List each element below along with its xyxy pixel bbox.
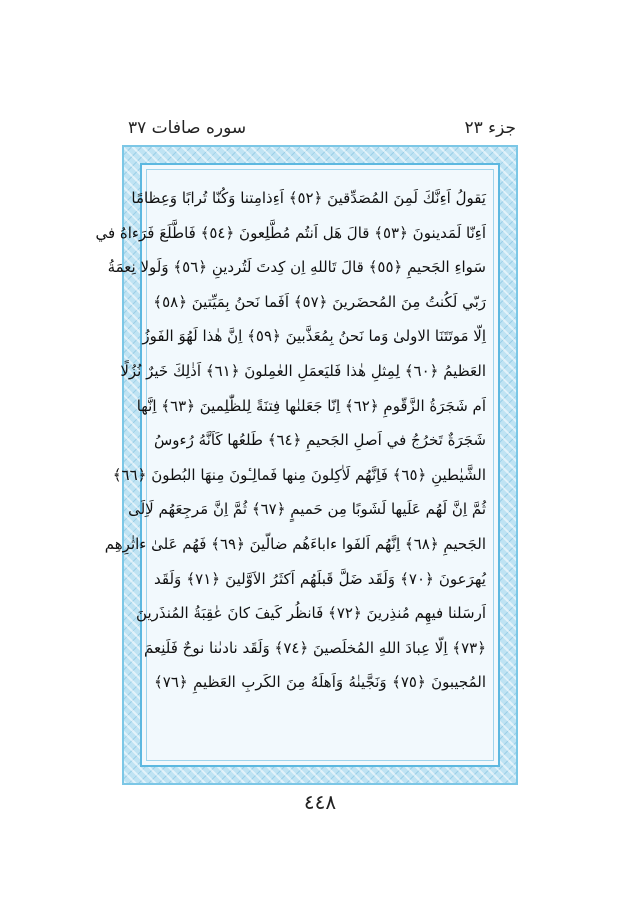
verse-line: اَم شَجَرَةُ الزَّقّومِ ﴿٦٢﴾ اِنّا جَعَلنٰها فِتنَةً لِلظّٰلِمينَ ﴿٦٣﴾ اِنَّها <box>136 396 486 415</box>
verse-line: يُهرَعونَ ﴿٧٠﴾ وَلَقَد ضَلَّ قَبلَهُم اَكثَرُ الاَوَّلينَ ﴿٧١﴾ وَلَقَد <box>154 569 486 588</box>
verse-line: سَواءِ الجَحيمِ ﴿٥٥﴾ قالَ تَاللهِ اِن كِدتَ لَتُردينِ ﴿٥٦﴾ وَلَولا نِعمَةُ <box>107 258 486 277</box>
verse-line: رَبّي لَكُنتُ مِنَ المُحضَرينَ ﴿٥٧﴾ اَفَما نَحنُ بِمَيِّتينَ ﴿٥٨﴾ <box>153 292 486 311</box>
surah-label: سوره صافات ٣٧ <box>128 118 247 138</box>
verse-line: العَظيمُ ﴿٦٠﴾ لِمِثلِ هٰذا فَليَعمَلِ العٰمِلونَ ﴿٦١﴾ اَذٰلِكَ خَيرٌ نُزُلًا <box>120 361 486 380</box>
verse-line: يَقولُ اَءِنَّكَ لَمِنَ المُصَدِّقينَ ﴿٥٢﴾ اَءِذامِتنا وَكُنّا تُرابًا وَعِظامًا <box>131 189 486 207</box>
verse-line: اَءِنّا لَمَدينونَ ﴿٥٣﴾ قالَ هَل اَنتُم مُطَّلِعونَ ﴿٥٤﴾ فَاطَّلَعَ فَرَءاهُ في <box>95 223 486 242</box>
verse-line: اِلّا مَوتَتَنَا الاولىٰ وَما نَحنُ بِمُعَذَّبينَ ﴿٥٩﴾ اِنَّ هٰذا لَهُوَ الفَوزُ <box>142 327 486 346</box>
verse-line: الشَّيٰطينِ ﴿٦٥﴾ فَاِنَّهُم لَاٰكِلونَ مِنها فَمالِـٔونَ مِنهَا البُطونَ ﴿٦٦﴾ <box>112 465 486 484</box>
text-panel <box>95 163 500 767</box>
page-header <box>128 118 516 144</box>
verse-line: شَجَرَةٌ تَخرُجُ في اَصلِ الجَحيمِ ﴿٦٤﴾ طَلعُها كَاَنَّهُ رُءوسُ <box>153 431 486 450</box>
juz-label: جزء ٢٣ <box>464 118 516 138</box>
verse-line: المُجيبونَ ﴿٧٥﴾ وَنَجَّينٰهُ وَاَهلَهُ مِنَ الكَربِ العَظيمِ ﴿٧٦﴾ <box>154 673 487 692</box>
verse-line: ﴿٧٣﴾ اِلّا عِبادَ اللهِ المُخلَصينَ ﴿٧٤﴾ وَلَقَد نادىٰنا نوحٌ فَلَنِعمَ <box>144 638 486 657</box>
decorative-border-frame <box>95 145 518 785</box>
verse-lines <box>95 181 487 700</box>
verse-line: ثُمَّ اِنَّ لَهُم عَلَيها لَشَوبًا مِن حَميمٍ ﴿٦٧﴾ ثُمَّ اِنَّ مَرجِعَهُم لَاِلَى <box>128 500 486 519</box>
verse-line: الجَحيمِ ﴿٦٨﴾ اِنَّهُم اَلفَوا ءاباءَهُم ضالّينَ ﴿٦٩﴾ فَهُم عَلىٰ ءاثٰرِهِم <box>104 534 486 553</box>
page-number: ٤٤٨ <box>303 790 337 814</box>
verse-line: اَرسَلنا فيهِم مُنذِرينَ ﴿٧٢﴾ فَانظُر كَيفَ كانَ عٰقِبَةُ المُنذَرينَ <box>136 604 486 623</box>
